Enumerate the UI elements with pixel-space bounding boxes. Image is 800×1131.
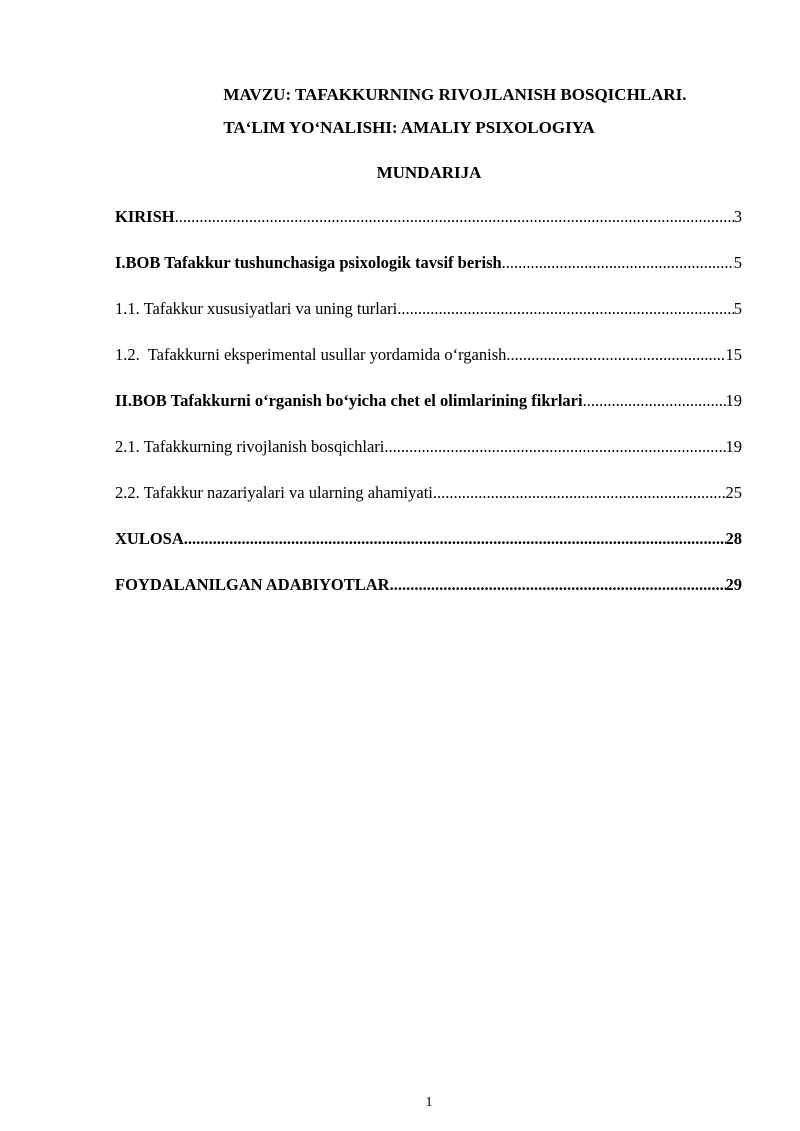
page-number: 1 [425, 1095, 433, 1110]
toc-entry-label: XULOSA [115, 529, 184, 548]
toc-entry-label: II.BOB Tafakkurni o‘rganish bo‘yicha chet el olimlarining fikrlari [115, 391, 583, 410]
document-title [0, 84, 800, 139]
toc-entry-references [115, 574, 742, 620]
toc-entry-label: 1.1. Tafakkur xususiyatlari va uning turlari [115, 299, 398, 318]
toc-entry-label: 2.1. Tafakkurning rivojlanish bosqichlari [115, 437, 385, 456]
toc-entry-page: 28 [725, 529, 742, 548]
dot-leader [583, 390, 726, 412]
toc-entry-chapter-2 [115, 390, 742, 436]
title-topic: MAVZU: TAFAKKURNING RIVOJLANISH BOSQICHLARI. [223, 85, 687, 104]
dot-leader [433, 482, 726, 504]
toc-entry-page: 19 [725, 437, 742, 456]
toc-heading: MUNDARIJA [376, 163, 482, 182]
dot-leader [506, 344, 725, 366]
dot-leader [502, 252, 734, 274]
dot-leader [184, 528, 726, 550]
table-of-contents [115, 206, 742, 620]
toc-entry-introduction [115, 206, 742, 252]
toc-entry-page: 3 [733, 207, 742, 226]
toc-entry-page: 5 [733, 299, 742, 318]
dot-leader [397, 298, 734, 320]
toc-entry-label: I.BOB Tafakkur tushunchasiga psixologik tavsif berish [115, 253, 502, 272]
toc-entry-page: 29 [725, 575, 742, 594]
dot-leader [175, 206, 734, 228]
toc-entry-section-1-2 [115, 344, 742, 390]
dot-leader [390, 574, 726, 596]
toc-entry-page: 5 [733, 253, 742, 272]
title-field-of-study: TA‘LIM YO‘NALISHI: AMALIY PSIXOLOGIYA [223, 118, 595, 137]
toc-entry-label: FOYDALANILGAN ADABIYOTLAR [115, 575, 390, 594]
toc-entry-section-1-1 [115, 298, 742, 344]
toc-entry-section-2-2 [115, 482, 742, 528]
toc-entry-page: 25 [725, 483, 742, 502]
toc-entry-label: 2.2. Tafakkur nazariyalari va ularning ahamiyati [115, 483, 433, 502]
toc-entry-conclusion [115, 528, 742, 574]
toc-entry-label: 1.2. Tafakkurni eksperimental usullar yordamida o‘rganish [115, 345, 507, 364]
toc-entry-chapter-1 [115, 252, 742, 298]
toc-entry-section-2-1 [115, 436, 742, 482]
dot-leader [384, 436, 725, 458]
toc-entry-label: KIRISH [115, 207, 175, 226]
toc-entry-page: 15 [725, 345, 742, 364]
toc-entry-page: 19 [725, 391, 742, 410]
